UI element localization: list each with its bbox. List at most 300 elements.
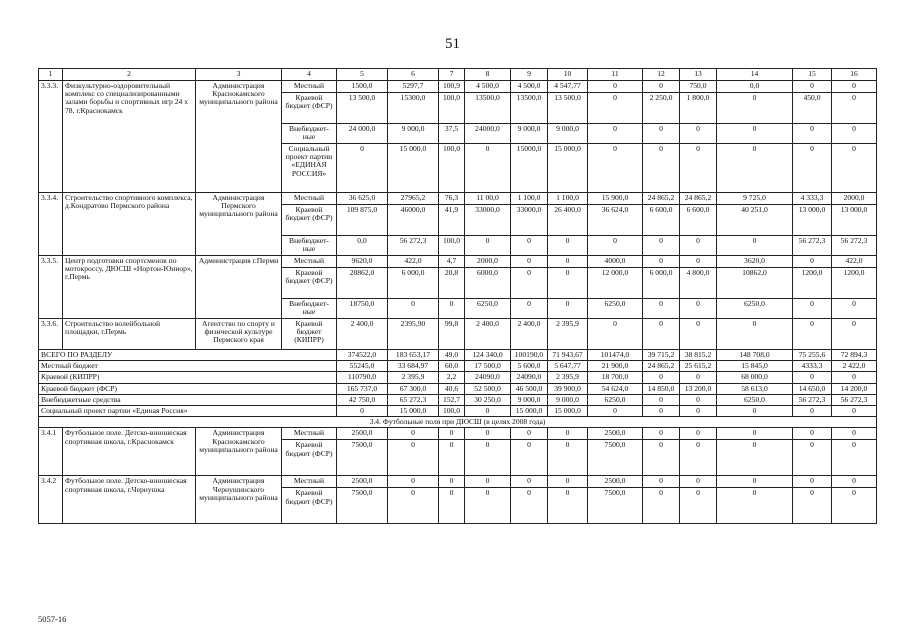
value-cell: 17 500,0 <box>465 361 511 372</box>
value-cell: 36 624,0 <box>588 205 643 236</box>
column-number-cell: 5 <box>337 69 388 81</box>
value-cell: 165 737,0 <box>337 383 388 394</box>
value-cell: 4333,3 <box>793 361 832 372</box>
value-cell: 13500,0 <box>465 93 511 124</box>
value-cell: 0 <box>643 372 680 383</box>
value-cell: 15 000,0 <box>548 144 588 193</box>
value-cell: 0 <box>548 488 588 524</box>
value-cell: 0 <box>388 488 439 524</box>
value-cell: 0 <box>680 440 717 476</box>
table-row <box>39 428 877 440</box>
value-cell: 56 272,3 <box>793 236 832 256</box>
value-cell: 5 600,0 <box>511 361 548 372</box>
item-organization: Администрация Чернушинского муниципального района <box>196 476 282 524</box>
value-cell: 0 <box>793 144 832 193</box>
value-cell: 55245,0 <box>337 361 388 372</box>
funding-source: Внебюджет-ные <box>282 236 337 256</box>
value-cell: 39 900,0 <box>548 383 588 394</box>
value-cell: 0 <box>717 440 793 476</box>
value-cell: 0 <box>511 488 548 524</box>
value-cell: 6250,0 <box>717 299 793 319</box>
value-cell: 0 <box>548 440 588 476</box>
value-cell: 7500,0 <box>588 440 643 476</box>
value-cell: 100,0 <box>439 144 465 193</box>
value-cell: 24090,0 <box>511 372 548 383</box>
total-label: Краевой бюджет (ФСР) <box>39 383 337 394</box>
value-cell: 0 <box>588 93 643 124</box>
value-cell: 41,9 <box>439 205 465 236</box>
total-row <box>39 383 877 394</box>
funding-source: Местный <box>282 476 337 488</box>
value-cell: 20,8 <box>439 268 465 299</box>
value-cell: 24090,0 <box>465 372 511 383</box>
value-cell: 13 000,0 <box>832 205 877 236</box>
value-cell: 0 <box>680 319 717 350</box>
value-cell: 3620,0 <box>717 256 793 268</box>
value-cell: 0 <box>548 268 588 299</box>
funding-source: Краевой бюджет (ФСР) <box>282 488 337 524</box>
value-cell: 33000,0 <box>511 205 548 236</box>
item-name: Физкультурно-оздоровительный комплекс со специализированными залами борьбы и спортивных игр 24 х 78, г.Краснокамск <box>63 81 196 193</box>
value-cell: 56 272,3 <box>832 394 877 405</box>
value-cell: 422,0 <box>388 256 439 268</box>
value-cell: 2 400,0 <box>337 319 388 350</box>
value-cell: 6 000,0 <box>388 268 439 299</box>
column-number-cell: 3 <box>196 69 282 81</box>
value-cell: 0 <box>680 372 717 383</box>
value-cell: 2500,0 <box>588 476 643 488</box>
value-cell: 0 <box>680 428 717 440</box>
value-cell: 0 <box>548 256 588 268</box>
value-cell: 0 <box>717 319 793 350</box>
value-cell: 15 000,0 <box>388 405 439 416</box>
value-cell: 11 00,0 <box>465 193 511 205</box>
value-cell: 0 <box>832 440 877 476</box>
value-cell: 18 700,0 <box>588 372 643 383</box>
value-cell: 14 650,0 <box>793 383 832 394</box>
value-cell: 67 300,0 <box>388 383 439 394</box>
value-cell: 9 000,0 <box>511 124 548 144</box>
column-number-cell: 1 <box>39 69 63 81</box>
value-cell: 12 000,0 <box>588 268 643 299</box>
value-cell: 0 <box>717 124 793 144</box>
value-cell: 0 <box>680 299 717 319</box>
column-number-cell: 12 <box>643 69 680 81</box>
value-cell: 9 000,0 <box>548 394 588 405</box>
value-cell: 13 500,0 <box>337 93 388 124</box>
value-cell: 60,0 <box>439 361 465 372</box>
value-cell: 0 <box>832 299 877 319</box>
table-row <box>39 476 877 488</box>
value-cell: 27965,2 <box>388 193 439 205</box>
value-cell: 0 <box>511 428 548 440</box>
value-cell: 6250,0 <box>717 394 793 405</box>
value-cell: 28862,0 <box>337 268 388 299</box>
value-cell: 0 <box>465 476 511 488</box>
value-cell: 65 272,3 <box>388 394 439 405</box>
value-cell: 0 <box>643 81 680 93</box>
value-cell: 0 <box>643 319 680 350</box>
value-cell: 2500,0 <box>588 428 643 440</box>
value-cell: 2 395,9 <box>548 319 588 350</box>
value-cell: 183 653,17 <box>388 350 439 361</box>
footer-code: 5057-16 <box>38 614 67 624</box>
value-cell: 1 100,0 <box>511 193 548 205</box>
value-cell: 0 <box>832 476 877 488</box>
value-cell: 0 <box>832 124 877 144</box>
column-number-cell: 10 <box>548 69 588 81</box>
item-number: 3.3.3. <box>39 81 63 193</box>
value-cell: 15 000,0 <box>548 405 588 416</box>
value-cell: 46000,0 <box>388 205 439 236</box>
value-cell: 99,8 <box>439 319 465 350</box>
item-organization: Администрация Пермского муниципального района <box>196 193 282 256</box>
value-cell: 40,6 <box>439 383 465 394</box>
total-label: Местный бюджет <box>39 361 337 372</box>
value-cell: 14 200,0 <box>832 383 877 394</box>
value-cell: 0 <box>465 405 511 416</box>
value-cell: 0 <box>388 440 439 476</box>
value-cell: 54 624,0 <box>588 383 643 394</box>
value-cell: 0 <box>717 428 793 440</box>
value-cell: 9 000,0 <box>511 394 548 405</box>
item-number: 3.3.6. <box>39 319 63 350</box>
value-cell: 374522,0 <box>337 350 388 361</box>
value-cell: 7500,0 <box>337 440 388 476</box>
value-cell: 0 <box>439 488 465 524</box>
value-cell: 9 000,0 <box>548 124 588 144</box>
value-cell: 2,2 <box>439 372 465 383</box>
item-organization: Администрация г.Перми <box>196 256 282 319</box>
value-cell: 4 547,77 <box>548 81 588 93</box>
value-cell: 0 <box>643 256 680 268</box>
column-number-cell: 6 <box>388 69 439 81</box>
value-cell: 0 <box>511 236 548 256</box>
value-cell: 7500,0 <box>337 488 388 524</box>
column-number-cell: 14 <box>717 69 793 81</box>
value-cell: 0 <box>793 372 832 383</box>
value-cell: 0,0 <box>717 81 793 93</box>
value-cell: 24 865,2 <box>680 193 717 205</box>
value-cell: 0 <box>680 256 717 268</box>
value-cell: 0 <box>793 405 832 416</box>
value-cell: 56 272,3 <box>388 236 439 256</box>
value-cell: 0 <box>717 93 793 124</box>
value-cell: 0 <box>793 81 832 93</box>
value-cell: 4 500,0 <box>465 81 511 93</box>
value-cell: 0 <box>680 488 717 524</box>
value-cell: 0 <box>588 81 643 93</box>
value-cell: 14 850,0 <box>643 383 680 394</box>
value-cell: 0 <box>793 476 832 488</box>
table-row <box>39 319 877 350</box>
value-cell: 13 200,0 <box>680 383 717 394</box>
value-cell: 0 <box>548 299 588 319</box>
value-cell: 24000,0 <box>465 124 511 144</box>
value-cell: 5 647,77 <box>548 361 588 372</box>
column-number-cell: 4 <box>282 69 337 81</box>
value-cell: 148 708,0 <box>717 350 793 361</box>
value-cell: 2 422,0 <box>832 361 877 372</box>
value-cell: 0 <box>717 236 793 256</box>
value-cell: 100,0 <box>439 236 465 256</box>
value-cell: 4 800,0 <box>680 268 717 299</box>
item-name: Футбольное поле. Детско-юношеская спортивная школа, г.Чернушка <box>63 476 196 524</box>
value-cell: 24 865,2 <box>643 193 680 205</box>
value-cell: 0 <box>588 319 643 350</box>
value-cell: 15 845,0 <box>717 361 793 372</box>
value-cell: 40 251,0 <box>717 205 793 236</box>
value-cell: 0 <box>717 488 793 524</box>
table-row <box>39 193 877 205</box>
item-organization: Администрация Краснокамского муниципального района <box>196 81 282 193</box>
value-cell: 4 500,0 <box>511 81 548 93</box>
value-cell: 1200,0 <box>832 268 877 299</box>
value-cell: 10862,0 <box>717 268 793 299</box>
value-cell: 2 400,0 <box>511 319 548 350</box>
value-cell: 0 <box>643 236 680 256</box>
value-cell: 0 <box>643 144 680 193</box>
value-cell: 0 <box>832 144 877 193</box>
value-cell: 2 395,9 <box>388 372 439 383</box>
item-organization: Администрация Краснокамского муниципального района <box>196 428 282 476</box>
value-cell: 0 <box>643 394 680 405</box>
value-cell: 0 <box>793 299 832 319</box>
total-label: Социальный проект партии «Единая Россия» <box>39 405 337 416</box>
value-cell: 0 <box>643 124 680 144</box>
value-cell: 0 <box>465 428 511 440</box>
value-cell: 0 <box>643 488 680 524</box>
section-title: 3.4. Футбольные поля при ДЮСШ (в целях 2008 года) <box>39 417 877 428</box>
value-cell: 36 625,0 <box>337 193 388 205</box>
value-cell: 0 <box>643 440 680 476</box>
funding-source: Местный <box>282 193 337 205</box>
value-cell: 0 <box>337 144 388 193</box>
value-cell: 0 <box>511 476 548 488</box>
funding-source: Местный <box>282 81 337 93</box>
funding-source: Внебюджет-ные <box>282 124 337 144</box>
value-cell: 0 <box>511 299 548 319</box>
value-cell: 0,0 <box>337 236 388 256</box>
value-cell: 100190,0 <box>511 350 548 361</box>
column-number-cell: 7 <box>439 69 465 81</box>
value-cell: 58 613,0 <box>717 383 793 394</box>
value-cell: 2 395,9 <box>548 372 588 383</box>
value-cell: 0 <box>717 476 793 488</box>
value-cell: 0 <box>793 124 832 144</box>
column-number-cell: 15 <box>793 69 832 81</box>
value-cell: 37,5 <box>439 124 465 144</box>
value-cell: 15 900,0 <box>588 193 643 205</box>
value-cell: 0 <box>588 236 643 256</box>
value-cell: 52 500,0 <box>465 383 511 394</box>
value-cell: 13 000,0 <box>793 205 832 236</box>
value-cell: 2 400,0 <box>465 319 511 350</box>
item-organization: Агентство по спорту и физической культуре Пермского края <box>196 319 282 350</box>
column-number-cell: 8 <box>465 69 511 81</box>
value-cell: 1200,0 <box>793 268 832 299</box>
value-cell: 6 600,0 <box>643 205 680 236</box>
value-cell: 0 <box>439 440 465 476</box>
value-cell: 0 <box>643 405 680 416</box>
value-cell: 0 <box>832 488 877 524</box>
value-cell: 9 000,0 <box>388 124 439 144</box>
total-row <box>39 405 877 416</box>
value-cell: 18750,0 <box>337 299 388 319</box>
value-cell: 0 <box>680 124 717 144</box>
funding-source: Краевой бюджет (ФСР) <box>282 268 337 299</box>
item-name: Футбольное поле. Детско-юношеская спортивная школа, г.Краснокамск <box>63 428 196 476</box>
page-number: 51 <box>445 36 460 52</box>
value-cell: 450,0 <box>793 93 832 124</box>
value-cell: 15 000,0 <box>388 144 439 193</box>
value-cell: 0 <box>793 488 832 524</box>
column-number-cell: 16 <box>832 69 877 81</box>
value-cell: 0 <box>832 93 877 124</box>
value-cell: 72 894,3 <box>832 350 877 361</box>
value-cell: 110790,0 <box>337 372 388 383</box>
table-row <box>39 256 877 268</box>
value-cell: 1500,0 <box>337 81 388 93</box>
value-cell: 2500,0 <box>337 428 388 440</box>
value-cell: 0 <box>832 428 877 440</box>
funding-source: Краевой бюджет (КИПРР) <box>282 319 337 350</box>
value-cell: 0 <box>793 256 832 268</box>
column-number-row <box>39 69 877 81</box>
value-cell: 46 500,0 <box>511 383 548 394</box>
value-cell: 33000,0 <box>465 205 511 236</box>
value-cell: 0 <box>388 476 439 488</box>
value-cell: 9620,0 <box>337 256 388 268</box>
value-cell: 0 <box>643 476 680 488</box>
value-cell: 0 <box>793 428 832 440</box>
item-number: 3.3.4. <box>39 193 63 256</box>
value-cell: 1 800,0 <box>680 93 717 124</box>
value-cell: 750,0 <box>680 81 717 93</box>
column-number-cell: 2 <box>63 69 196 81</box>
value-cell: 13500,0 <box>511 93 548 124</box>
value-cell: 0 <box>717 405 793 416</box>
value-cell: 6250,0 <box>465 299 511 319</box>
value-cell: 0 <box>588 124 643 144</box>
value-cell: 13 500,0 <box>548 93 588 124</box>
value-cell: 56 272,3 <box>832 236 877 256</box>
value-cell: 0 <box>548 428 588 440</box>
section-row <box>39 417 877 428</box>
value-cell: 0 <box>388 299 439 319</box>
value-cell: 24 865,2 <box>643 361 680 372</box>
funding-source: Внебюджет-ные <box>282 299 337 319</box>
total-row <box>39 394 877 405</box>
value-cell: 101474,0 <box>588 350 643 361</box>
value-cell: 71 943,67 <box>548 350 588 361</box>
value-cell: 0 <box>832 81 877 93</box>
value-cell: 2000,0 <box>465 256 511 268</box>
total-row <box>39 350 877 361</box>
value-cell: 0 <box>511 440 548 476</box>
total-row <box>39 372 877 383</box>
value-cell: 0 <box>680 476 717 488</box>
value-cell: 4,7 <box>439 256 465 268</box>
item-number: 3.3.5. <box>39 256 63 319</box>
total-row <box>39 361 877 372</box>
item-number: 3.4.1 <box>39 428 63 476</box>
budget-table <box>38 68 877 524</box>
funding-source: Краевой бюджет (ФСР) <box>282 205 337 236</box>
column-number-cell: 13 <box>680 69 717 81</box>
value-cell: 56 272,3 <box>793 394 832 405</box>
value-cell: 75 255,6 <box>793 350 832 361</box>
value-cell: 0 <box>643 428 680 440</box>
value-cell: 0 <box>439 299 465 319</box>
value-cell: 0 <box>832 319 877 350</box>
funding-source: Краевой бюджет (ФСР) <box>282 440 337 476</box>
value-cell: 100,9 <box>439 81 465 93</box>
value-cell: 0 <box>643 299 680 319</box>
value-cell: 68 000,0 <box>717 372 793 383</box>
value-cell: 0 <box>465 236 511 256</box>
funding-source: Местный <box>282 428 337 440</box>
value-cell: 15000,0 <box>511 144 548 193</box>
value-cell: 0 <box>548 236 588 256</box>
column-number-cell: 11 <box>588 69 643 81</box>
value-cell: 21 900,0 <box>588 361 643 372</box>
value-cell: 4000,0 <box>588 256 643 268</box>
value-cell: 6 000,0 <box>643 268 680 299</box>
item-name: Центр подготовки спортсменов по мотокроссу, ДЮСШ «Нортон-Юниор», г.Пермь <box>63 256 196 319</box>
value-cell: 38 815,2 <box>680 350 717 361</box>
value-cell: 0 <box>465 488 511 524</box>
value-cell: 7500,0 <box>588 488 643 524</box>
value-cell: 0 <box>439 476 465 488</box>
value-cell: 26 400,0 <box>548 205 588 236</box>
value-cell: 0 <box>337 405 388 416</box>
column-number-cell: 9 <box>511 69 548 81</box>
value-cell: 0 <box>548 476 588 488</box>
value-cell: 0 <box>388 428 439 440</box>
value-cell: 0 <box>588 405 643 416</box>
funding-source: Местный <box>282 256 337 268</box>
value-cell: 152,7 <box>439 394 465 405</box>
value-cell: 109 875,0 <box>337 205 388 236</box>
value-cell: 0 <box>680 144 717 193</box>
value-cell: 1 100,0 <box>548 193 588 205</box>
funding-source: Социальный проект партии «ЕДИНАЯ РОССИЯ» <box>282 144 337 193</box>
value-cell: 49,0 <box>439 350 465 361</box>
value-cell: 6250,0 <box>588 394 643 405</box>
value-cell: 6000,0 <box>465 268 511 299</box>
value-cell: 0 <box>588 144 643 193</box>
item-name: Строительство спортивного комплекса, д.Кондратово Пермского района <box>63 193 196 256</box>
value-cell: 24 000,0 <box>337 124 388 144</box>
value-cell: 30 250,0 <box>465 394 511 405</box>
value-cell: 76,3 <box>439 193 465 205</box>
value-cell: 0 <box>680 394 717 405</box>
value-cell: 422,0 <box>832 256 877 268</box>
value-cell: 0 <box>832 405 877 416</box>
value-cell: 2500,0 <box>337 476 388 488</box>
value-cell: 124 340,0 <box>465 350 511 361</box>
value-cell: 33 684,97 <box>388 361 439 372</box>
value-cell: 6 600,0 <box>680 205 717 236</box>
value-cell: 4 333,3 <box>793 193 832 205</box>
value-cell: 2 250,0 <box>643 93 680 124</box>
value-cell: 2000,0 <box>832 193 877 205</box>
value-cell: 6250,0 <box>588 299 643 319</box>
value-cell: 42 750,0 <box>337 394 388 405</box>
value-cell: 0 <box>465 144 511 193</box>
item-number: 3.4.2 <box>39 476 63 524</box>
